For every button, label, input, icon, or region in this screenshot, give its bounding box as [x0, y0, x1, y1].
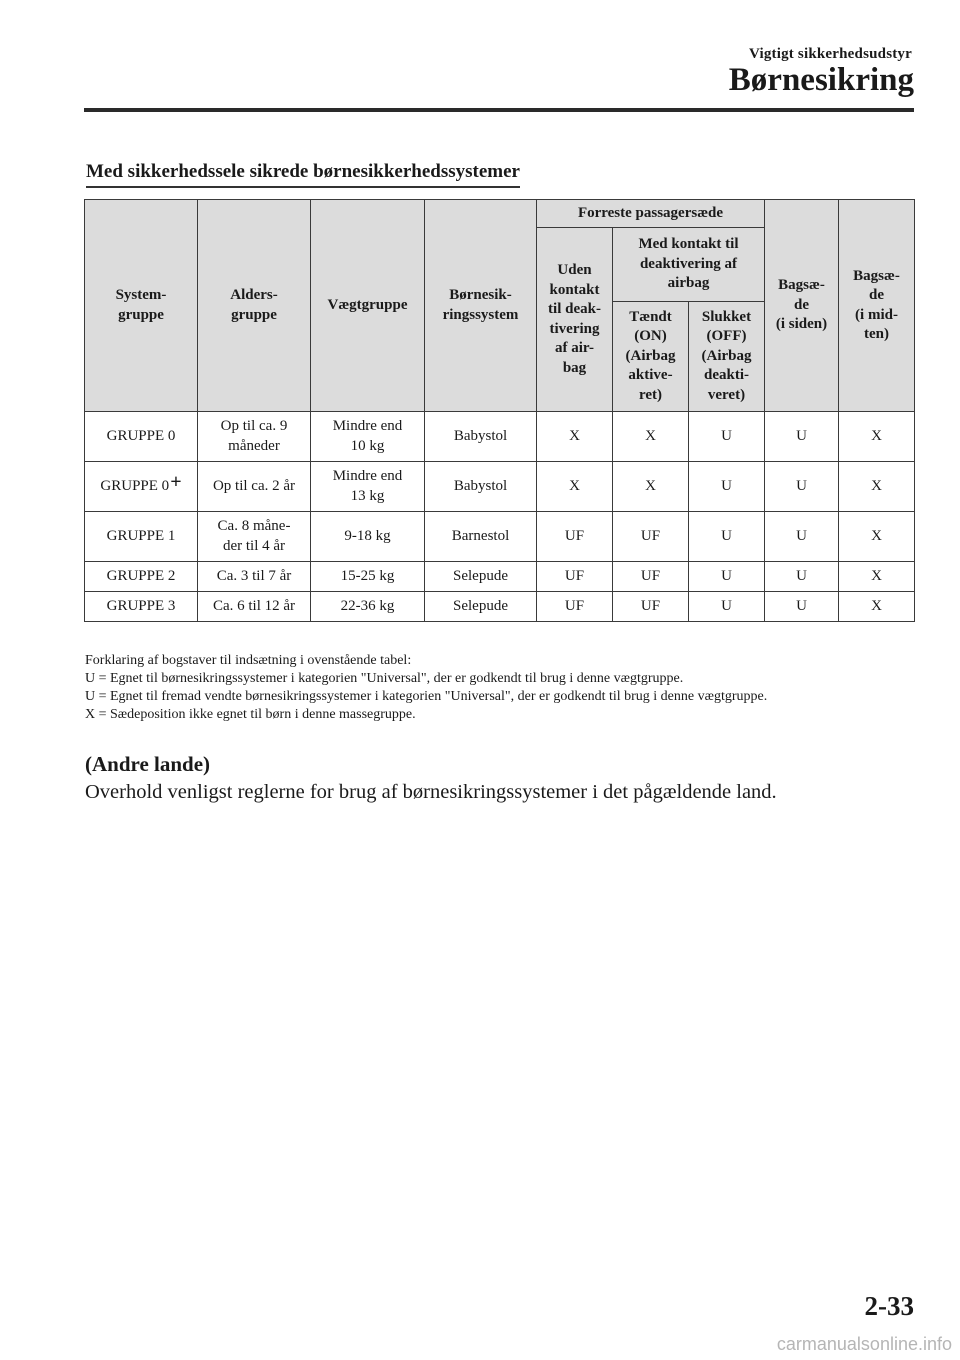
legend-item: U = Egnet til børnesikringssystemer i kategorien "Universal", der er godkendt til brug i denne vægtgruppe.	[85, 671, 684, 686]
cell-value: X	[613, 412, 689, 462]
cell-value: U	[765, 562, 839, 592]
cell-age: Ca. 3 til 7 år	[198, 562, 311, 592]
legend-item: X = Sædeposition ikke egnet til børn i denne massegruppe.	[85, 707, 416, 722]
cell-system: Selepude	[425, 592, 537, 622]
cell-value: X	[839, 412, 915, 462]
page-number: 2-33	[864, 1291, 914, 1321]
section-title: Med sikkerhedssele sikrede børnesikkerhedssystemer	[86, 161, 520, 188]
table-row	[85, 462, 915, 512]
table-row	[85, 412, 915, 462]
header-front-passenger-seat: Forreste passagersæde	[537, 200, 765, 228]
cell-weight: Mindre end 10 kg	[311, 412, 425, 462]
legend-item: U = Egnet til fremad vendte børnesikringssystemer i kategorien "Universal", der er godkendt til brug i denne vægtgruppe.	[85, 689, 768, 704]
header-with-deactivation-switch: Med kontakt til deaktivering af airbag	[613, 228, 765, 302]
cell-value: X	[537, 412, 613, 462]
header-restraint-system: Børnesik- ringssystem	[425, 200, 537, 412]
cell-value: U	[689, 512, 765, 562]
cell-system: Babystol	[425, 412, 537, 462]
cell-system: Barnestol	[425, 512, 537, 562]
watermark: carmanualsonline.info	[776, 1334, 952, 1354]
cell-weight: Mindre end 13 kg	[311, 462, 425, 512]
header-divider	[84, 108, 914, 112]
cell-group: GRUPPE 3	[85, 592, 198, 622]
cell-value: X	[839, 592, 915, 622]
cell-value: U	[765, 412, 839, 462]
cell-value: UF	[613, 592, 689, 622]
cell-value: UF	[537, 562, 613, 592]
other-countries-title: (Andre lande)	[85, 752, 211, 776]
table-row	[85, 512, 915, 562]
header-rear-middle: Bagsæ- de (i mid- ten)	[839, 200, 915, 412]
cell-age: Op til ca. 2 år	[198, 462, 311, 512]
cell-value: UF	[537, 512, 613, 562]
cell-group: GRUPPE 1	[85, 512, 198, 562]
header-rear-side: Bagsæ- de (i siden)	[765, 200, 839, 412]
cell-value: X	[839, 462, 915, 512]
cell-group: GRUPPE 2	[85, 562, 198, 592]
header-airbag-off: Slukket (OFF) (Airbag deakti- veret)	[689, 302, 765, 412]
table-row	[85, 592, 915, 622]
header-airbag-on: Tændt (ON) (Airbag aktive- ret)	[613, 302, 689, 412]
cell-value: U	[689, 592, 765, 622]
cell-value: UF	[537, 592, 613, 622]
cell-weight: 9-18 kg	[311, 512, 425, 562]
cell-group: GRUPPE 0	[85, 412, 198, 462]
cell-age: Op til ca. 9 måneder	[198, 412, 311, 462]
plus-icon: +	[170, 471, 182, 494]
cell-group-text: GRUPPE 0	[100, 478, 170, 495]
cell-weight: 15-25 kg	[311, 562, 425, 592]
table-legend	[85, 652, 885, 724]
other-countries-text: Overhold venligst reglerne for brug af børnesikringssystemer i det pågældende land.	[85, 781, 777, 803]
page-title: Børnesikring	[728, 62, 914, 98]
child-restraint-table	[84, 199, 915, 622]
cell-group	[85, 462, 198, 512]
cell-value: U	[689, 462, 765, 512]
cell-value: U	[765, 512, 839, 562]
cell-value: U	[689, 412, 765, 462]
cell-value: X	[839, 562, 915, 592]
legend-intro: Forklaring af bogstaver til indsætning i ovenstående tabel:	[85, 653, 412, 668]
header-weight-group: Vægtgruppe	[311, 200, 425, 412]
cell-value: U	[689, 562, 765, 592]
cell-value: X	[613, 462, 689, 512]
cell-value: UF	[613, 512, 689, 562]
cell-age: Ca. 8 måne- der til 4 år	[198, 512, 311, 562]
cell-value: U	[765, 462, 839, 512]
cell-value: UF	[613, 562, 689, 592]
header-section-label: Vigtigt sikkerhedsudstyr	[748, 46, 912, 62]
cell-system: Babystol	[425, 462, 537, 512]
header-no-deactivation-switch: Uden kontakt til deak- tivering af air- bag	[537, 228, 613, 412]
cell-age: Ca. 6 til 12 år	[198, 592, 311, 622]
cell-value: X	[839, 512, 915, 562]
cell-system: Selepude	[425, 562, 537, 592]
cell-value: U	[765, 592, 839, 622]
table-row	[85, 562, 915, 592]
header-age-group: Alders- gruppe	[198, 200, 311, 412]
cell-weight: 22-36 kg	[311, 592, 425, 622]
cell-value: X	[537, 462, 613, 512]
header-system-group: System- gruppe	[85, 200, 198, 412]
